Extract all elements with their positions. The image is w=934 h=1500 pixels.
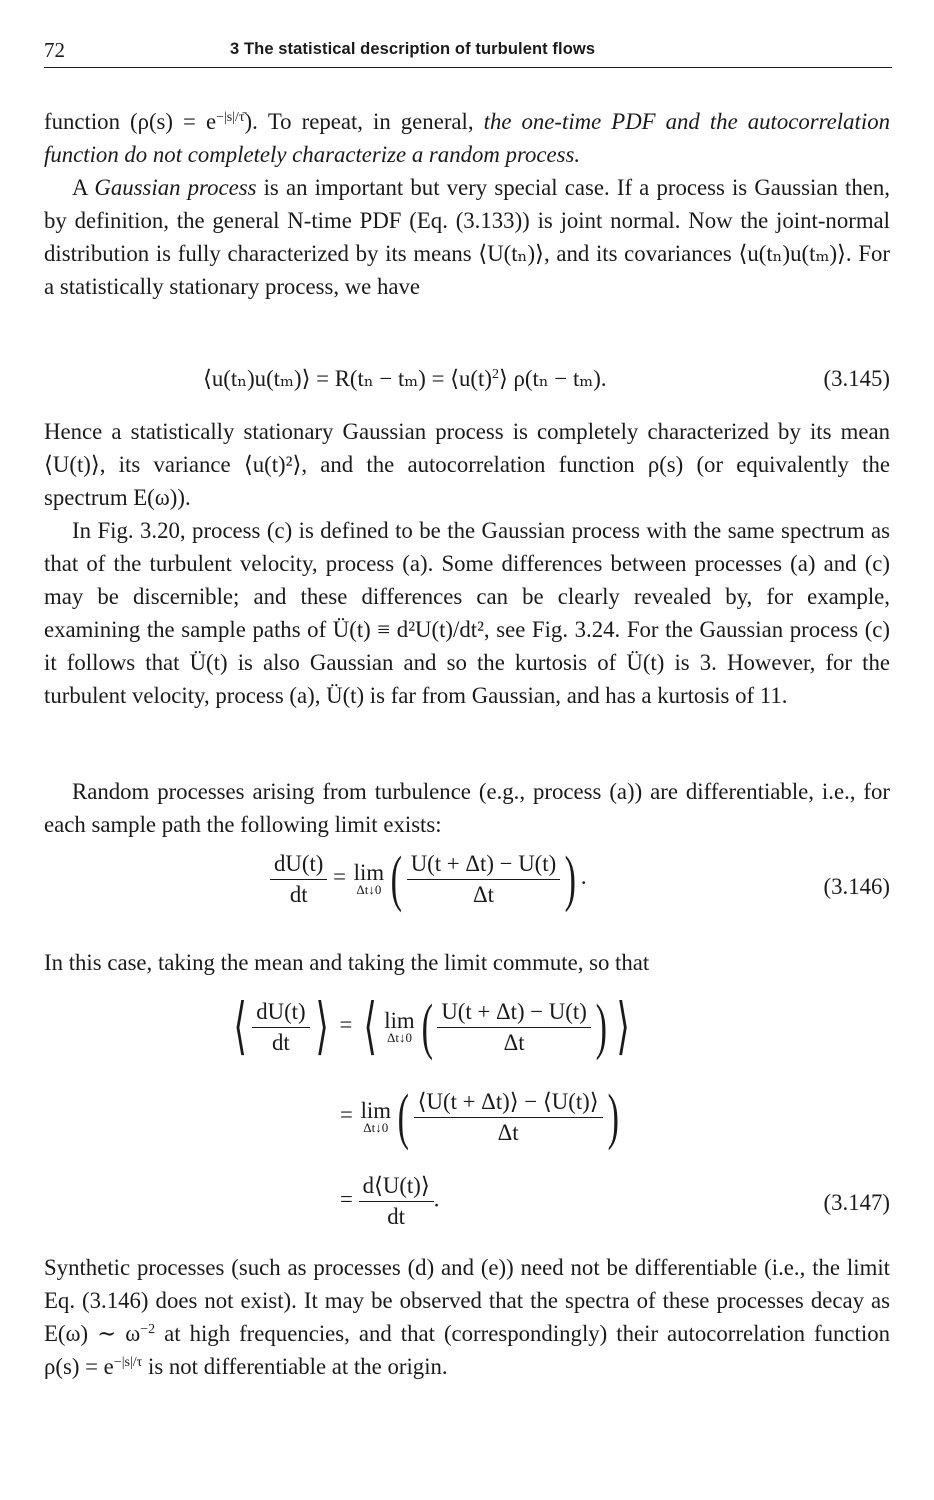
right-paren: ) — [564, 845, 577, 913]
eq3147-l2-den: Δt — [497, 1119, 519, 1145]
p1-exponent: −|s|/τ̄ — [216, 110, 245, 125]
left-paren: ( — [421, 993, 433, 1061]
header-rule — [44, 67, 892, 68]
p7-exponent-2: −|s|/τ — [113, 1355, 143, 1370]
eq3146-lim-sub: Δt↓0 — [356, 882, 382, 897]
p1-text-a: function (ρ(s) = e — [44, 109, 217, 134]
right-paren: ) — [607, 1083, 619, 1151]
equation-number-3-146: (3.146) — [823, 874, 890, 899]
page-header — [44, 38, 892, 68]
left-paren: ( — [390, 845, 403, 913]
equation-3-147-line-2 — [340, 1083, 623, 1151]
eq3147-l1-lim-word: lim — [384, 1008, 415, 1033]
eq3147-l1-rnum: U(t + Δt) − U(t) — [437, 999, 590, 1028]
eq3146-rhs-den: Δt — [472, 881, 494, 907]
paragraph-5: Random processes arising from turbulence (e.g., process (a)) are differentiable, i.e., for each sample path the following limit exists: — [44, 779, 890, 837]
equation-3-147-line-1 — [228, 993, 636, 1061]
eq3147-l1-lhs-fraction — [252, 999, 309, 1056]
paragraph-6: In this case, taking the mean and taking the limit commute, so that — [44, 950, 650, 975]
eq3145-rhs: ⟩ ρ(tₙ − tₘ). — [498, 366, 607, 391]
eq3147-l2-equals: = — [340, 1102, 353, 1128]
left-paren: ( — [397, 1083, 409, 1151]
eq3147-l3-den: dt — [387, 1204, 406, 1229]
right-angle: ⟩ — [616, 993, 631, 1061]
eq3147-l2-num: ⟨U(t + Δt)⟩ − ⟨U(t)⟩ — [414, 1089, 603, 1118]
eq3145-sup: 2 — [491, 367, 499, 382]
p2-emphasis: Gaussian process — [94, 175, 257, 200]
right-angle: ⟩ — [315, 993, 329, 1061]
eq3147-l1-equals: = — [339, 1012, 353, 1038]
eq3145-lhs: ⟨u(tₙ)u(tₘ)⟩ = R(tₙ − tₘ) = ⟨u(t) — [203, 366, 492, 391]
eq3147-l1-lim-sub: Δt↓0 — [386, 1030, 412, 1045]
eq3146-lhs-den: dt — [289, 881, 308, 907]
equation-3-146 — [270, 845, 587, 913]
eq3146-period: . — [580, 864, 587, 890]
eq3146-lim-word: lim — [353, 860, 385, 885]
paragraph-4: In Fig. 3.20, process (c) is defined to be the Gaussian process with the same spectrum as that of the turbulent velocity, process (a). Some differences between processes (a) and (c) may be discernible; and these differences can be clearly revealed by, for example, examining the sample paths of Ü(t) ≡ d²U(t)/dt², see Fig. 3.24. For the Gaussian process (c) it follows that Ü(t) is also Gaussian and so the kurtosis of Ü(t) is 3. However, for the turbulent velocity, process (a), Ü(t) is far from Gaussian, and has a kurtosis of 11. — [44, 518, 890, 708]
p1-emphasis: the one-time PDF and the autocorrelation function do not completely characterize a random process. — [44, 109, 890, 167]
p2-text-a: A — [72, 175, 95, 200]
eq3146-equals: = — [333, 864, 346, 890]
eq3147-l1-rden: Δt — [503, 1029, 525, 1055]
p7-text-b: at high frequencies, and that (correspondingly) their autocorrelation function ρ(s) = e — [44, 1321, 890, 1379]
paragraph-3: Hence a statistically stationary Gaussian process is completely characterized by its mean ⟨U(t)⟩, its variance ⟨u(t)²⟩, and the autocorrelation function ρ(s) (or equivalently the spectrum E(ω)). — [44, 419, 890, 510]
paragraph-1 — [44, 105, 890, 171]
eq3147-l1-rhs-fraction — [437, 999, 590, 1056]
eq3147-l2-fraction — [414, 1089, 603, 1146]
paragraph-2 — [44, 171, 890, 303]
eq3146-limit — [354, 862, 384, 896]
eq3147-l2-limit — [361, 1100, 391, 1134]
right-paren: ) — [595, 993, 607, 1061]
eq3146-rhs-num: U(t + Δt) − U(t) — [407, 851, 560, 880]
running-title: 3 The statistical description of turbulent flows — [230, 40, 596, 58]
eq3146-lhs-fraction — [270, 851, 327, 908]
eq3147-l3-equals: = — [340, 1186, 353, 1212]
eq3147-l2-lim-sub: Δt↓0 — [363, 1120, 389, 1135]
page-number: 72 — [44, 38, 65, 62]
eq3147-l3-period: . — [433, 1186, 440, 1212]
p7-exponent: −2 — [140, 1322, 156, 1337]
eq3146-lhs-num: dU(t) — [270, 851, 327, 880]
equation-number-3-145: (3.145) — [823, 366, 890, 391]
eq3147-l3-fraction — [359, 1173, 434, 1230]
eq3147-l1-limit — [384, 1010, 414, 1044]
eq3147-l3-num: d⟨U(t)⟩ — [359, 1173, 434, 1202]
eq3147-l1-num: dU(t) — [252, 999, 309, 1028]
p7-text-a: Synthetic processes (such as processes (d) and (e)) need not be differentiable (i.e., the limit Eq. (3.146) does not exist). It may be observed that the spectra of these processes decay as E(ω) ∼ ω — [44, 1255, 890, 1346]
eq3147-l1-den: dt — [272, 1029, 290, 1055]
left-angle: ⟨ — [233, 993, 247, 1061]
equation-3-145 — [203, 366, 607, 392]
equation-number-3-147: (3.147) — [823, 1190, 890, 1215]
paragraph-7 — [44, 1251, 890, 1383]
p7-text-c: is not differentiable at the origin. — [142, 1354, 448, 1379]
left-angle: ⟨ — [363, 993, 377, 1061]
eq3147-l2-lim-word: lim — [360, 1098, 391, 1123]
eq3146-rhs-fraction — [407, 851, 560, 908]
equation-3-147-line-3 — [340, 1173, 439, 1230]
p1-text-b: ). To repeat, in general, — [244, 109, 484, 134]
p2-text-b: is an important but very special case. If a process is Gaussian then, by definition, the general N-time PDF (Eq. (3.133)) is joint normal. Now the joint-normal distribution is fully characterized by its means ⟨U(tₙ)⟩, and its covariances ⟨u(tₙ)u(tₘ)⟩. For a statistically stationary process, we have — [44, 175, 890, 299]
